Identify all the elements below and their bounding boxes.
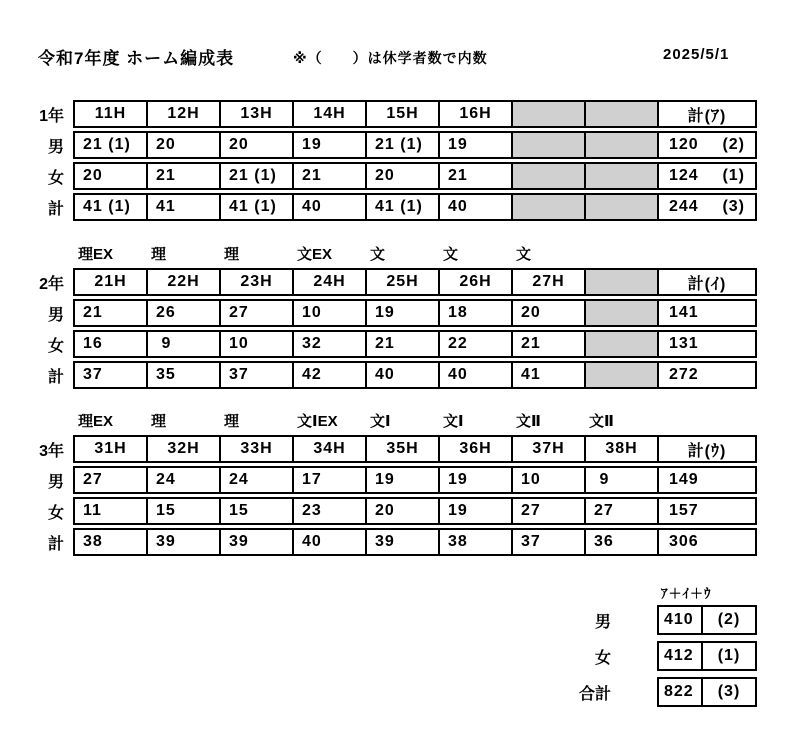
total-note: (2) <box>722 136 745 153</box>
header-cells <box>73 100 757 128</box>
table-header-row <box>25 100 757 128</box>
table-cell: 19 <box>294 133 367 157</box>
table-row <box>25 330 757 358</box>
table-cell: 19 <box>440 133 513 157</box>
course-labels-row <box>73 410 757 435</box>
table-cell: 21 <box>367 332 440 356</box>
header-cells <box>73 435 757 463</box>
shaded-cell <box>586 270 659 294</box>
column-header: 27H <box>513 270 586 294</box>
row-cells <box>73 330 757 358</box>
column-header: 32H <box>148 437 221 461</box>
table-cell: 10 <box>221 332 294 356</box>
column-header: 21H <box>75 270 148 294</box>
table-cell: 41 (1) <box>367 195 440 219</box>
course-label: 文Ⅰ <box>370 413 391 430</box>
course-label: 理 <box>224 246 240 263</box>
table-cell: 21 <box>294 164 367 188</box>
summary-row <box>540 641 757 671</box>
table-cell: 19 <box>440 468 513 492</box>
table-cell: 21 (1) <box>221 164 294 188</box>
grade3-table <box>25 410 757 559</box>
table-cell: 27 <box>586 499 659 523</box>
table-cell: 39 <box>367 530 440 554</box>
page-title: 令和7年度 ホーム編成表 <box>38 49 235 68</box>
table-row <box>25 466 757 494</box>
table-cell: 21 (1) <box>75 133 148 157</box>
table-header-row <box>25 268 757 296</box>
row-label: 男 <box>47 473 64 491</box>
table-cell: 26 <box>148 301 221 325</box>
shaded-cell <box>586 301 659 325</box>
course-labels-row <box>73 243 757 268</box>
column-header: 33H <box>221 437 294 461</box>
course-label: 理 <box>151 246 167 263</box>
column-header: 26H <box>440 270 513 294</box>
total-cell <box>659 530 755 554</box>
total-value: 120 <box>669 136 699 153</box>
row-cells <box>73 361 757 389</box>
table-cell: 39 <box>221 530 294 554</box>
table-header-row <box>25 435 757 463</box>
course-label: 理EX <box>78 413 114 430</box>
summary-value: 412 <box>659 643 703 669</box>
shaded-cell <box>586 363 659 387</box>
course-label: 文 <box>516 246 532 263</box>
table-cell: 23 <box>294 499 367 523</box>
column-header: 11H <box>75 102 148 126</box>
course-label: 文Ⅱ <box>516 413 541 430</box>
row-label: 計 <box>47 200 64 218</box>
summary-note: (3) <box>717 683 741 700</box>
row-label: 計 <box>47 535 64 553</box>
table-cell: 24 <box>221 468 294 492</box>
grade-label: 3年 <box>39 442 64 460</box>
table-cell: 20 <box>513 301 586 325</box>
summary-row <box>540 605 757 635</box>
total-cell <box>659 133 755 157</box>
shaded-cell <box>513 102 586 126</box>
column-header: 15H <box>367 102 440 126</box>
course-label: 理 <box>151 413 167 430</box>
table-cell: 38 <box>75 530 148 554</box>
row-label: 合計 <box>578 685 611 703</box>
legend-note: ※（ ）は休学者数で内数 <box>293 50 488 66</box>
summary-value: 410 <box>659 607 703 633</box>
table-row <box>25 528 757 556</box>
column-header: 37H <box>513 437 586 461</box>
table-cell: 20 <box>367 164 440 188</box>
table-cell: 40 <box>367 363 440 387</box>
course-label: 理EX <box>78 246 114 263</box>
total-cell <box>659 195 755 219</box>
course-label: 理 <box>224 413 240 430</box>
total-value: 141 <box>669 304 699 321</box>
summary-value: 822 <box>659 679 703 705</box>
table-row <box>25 193 757 221</box>
column-header: 31H <box>75 437 148 461</box>
course-label: 文 <box>443 246 459 263</box>
table-cell: 10 <box>513 468 586 492</box>
shaded-cell <box>513 164 586 188</box>
total-column-header: 計(ｲ) <box>687 275 727 293</box>
total-column-header: 計(ｱ) <box>687 107 727 125</box>
table-cell: 9 <box>586 468 659 492</box>
row-label: 女 <box>594 649 611 667</box>
column-header: 25H <box>367 270 440 294</box>
total-value: 131 <box>669 335 699 352</box>
summary-row <box>540 677 757 707</box>
total-cell <box>659 332 755 356</box>
column-header: 23H <box>221 270 294 294</box>
table-cell: 39 <box>148 530 221 554</box>
table-cell: 40 <box>294 530 367 554</box>
table-cell: 10 <box>294 301 367 325</box>
row-label: 男 <box>47 306 64 324</box>
total-value: 244 <box>669 198 699 215</box>
summary-table <box>540 583 757 713</box>
summary-note: (2) <box>717 611 741 628</box>
total-value: 272 <box>669 366 699 383</box>
shaded-cell <box>586 102 659 126</box>
table-cell: 15 <box>221 499 294 523</box>
table-cell: 36 <box>586 530 659 554</box>
shaded-cell <box>586 133 659 157</box>
shaded-cell <box>586 164 659 188</box>
summary-cells <box>657 605 757 635</box>
total-note: (3) <box>722 198 745 215</box>
table-cell: 40 <box>440 195 513 219</box>
shaded-cell <box>586 332 659 356</box>
row-label: 男 <box>47 138 64 156</box>
table-cell: 37 <box>221 363 294 387</box>
date-label: 2025/5/1 <box>663 46 730 63</box>
table-cell: 24 <box>148 468 221 492</box>
total-column-header: 計(ｳ) <box>687 442 727 460</box>
table-cell: 41 <box>513 363 586 387</box>
table-row <box>25 361 757 389</box>
table-cell: 15 <box>148 499 221 523</box>
grade-label: 1年 <box>39 107 64 125</box>
course-label: 文 <box>370 246 386 263</box>
table-cell: 21 <box>440 164 513 188</box>
row-cells <box>73 162 757 190</box>
table-cell: 21 <box>75 301 148 325</box>
table-cell: 40 <box>440 363 513 387</box>
summary-note: (1) <box>717 647 741 664</box>
table-cell: 40 <box>294 195 367 219</box>
course-label: 文Ⅱ <box>589 413 614 430</box>
table-cell: 27 <box>75 468 148 492</box>
row-label: 女 <box>47 169 64 187</box>
course-label: 文ⅠEX <box>297 413 338 430</box>
total-cell <box>659 468 755 492</box>
table-cell: 17 <box>294 468 367 492</box>
total-value: 149 <box>669 471 699 488</box>
row-cells <box>73 466 757 494</box>
summary-cells <box>657 641 757 671</box>
grade1-table <box>25 100 757 224</box>
column-header: 36H <box>440 437 513 461</box>
table-cell: 16 <box>75 332 148 356</box>
shaded-cell <box>586 195 659 219</box>
table-cell: 18 <box>440 301 513 325</box>
table-row <box>25 131 757 159</box>
column-header: 22H <box>148 270 221 294</box>
total-cell <box>659 499 755 523</box>
table-cell: 38 <box>440 530 513 554</box>
table-cell: 27 <box>513 499 586 523</box>
column-header: 14H <box>294 102 367 126</box>
column-header: 35H <box>367 437 440 461</box>
table-cell: 37 <box>513 530 586 554</box>
row-label: 女 <box>47 504 64 522</box>
table-cell: 11 <box>75 499 148 523</box>
table-cell: 19 <box>367 301 440 325</box>
table-cell: 32 <box>294 332 367 356</box>
row-label: 計 <box>47 368 64 386</box>
total-value: 124 <box>669 167 699 184</box>
table-cell: 21 (1) <box>367 133 440 157</box>
table-cell: 41 (1) <box>221 195 294 219</box>
total-cell <box>659 363 755 387</box>
table-cell: 20 <box>75 164 148 188</box>
row-label: 男 <box>594 613 611 631</box>
grade-label: 2年 <box>39 275 64 293</box>
grade2-table <box>25 243 757 392</box>
course-label: 文EX <box>297 246 333 263</box>
column-header: 24H <box>294 270 367 294</box>
table-cell: 37 <box>75 363 148 387</box>
table-cell: 22 <box>440 332 513 356</box>
table-cell: 21 <box>148 164 221 188</box>
column-header: 16H <box>440 102 513 126</box>
row-cells <box>73 193 757 221</box>
table-cell: 19 <box>440 499 513 523</box>
summary-cells <box>657 677 757 707</box>
column-header: 12H <box>148 102 221 126</box>
total-value: 306 <box>669 533 699 550</box>
table-cell: 9 <box>148 332 221 356</box>
summary-header: ｱ＋ｲ＋ｳ <box>661 586 712 601</box>
table-cell: 20 <box>367 499 440 523</box>
total-note: (1) <box>722 167 745 184</box>
table-cell: 41 (1) <box>75 195 148 219</box>
total-cell <box>659 301 755 325</box>
table-cell: 21 <box>513 332 586 356</box>
row-cells <box>73 131 757 159</box>
column-header: 34H <box>294 437 367 461</box>
table-row <box>25 299 757 327</box>
total-value: 157 <box>669 502 699 519</box>
table-cell: 41 <box>148 195 221 219</box>
course-label: 文Ⅰ <box>443 413 464 430</box>
table-cell: 19 <box>367 468 440 492</box>
table-row <box>25 162 757 190</box>
column-header: 38H <box>586 437 659 461</box>
table-row <box>25 497 757 525</box>
total-cell <box>659 164 755 188</box>
table-cell: 42 <box>294 363 367 387</box>
table-cell: 20 <box>221 133 294 157</box>
table-cell: 35 <box>148 363 221 387</box>
row-label: 女 <box>47 337 64 355</box>
row-cells <box>73 497 757 525</box>
shaded-cell <box>513 195 586 219</box>
shaded-cell <box>513 133 586 157</box>
column-header: 13H <box>221 102 294 126</box>
row-cells <box>73 528 757 556</box>
table-cell: 20 <box>148 133 221 157</box>
header-cells <box>73 268 757 296</box>
table-cell: 27 <box>221 301 294 325</box>
row-cells <box>73 299 757 327</box>
